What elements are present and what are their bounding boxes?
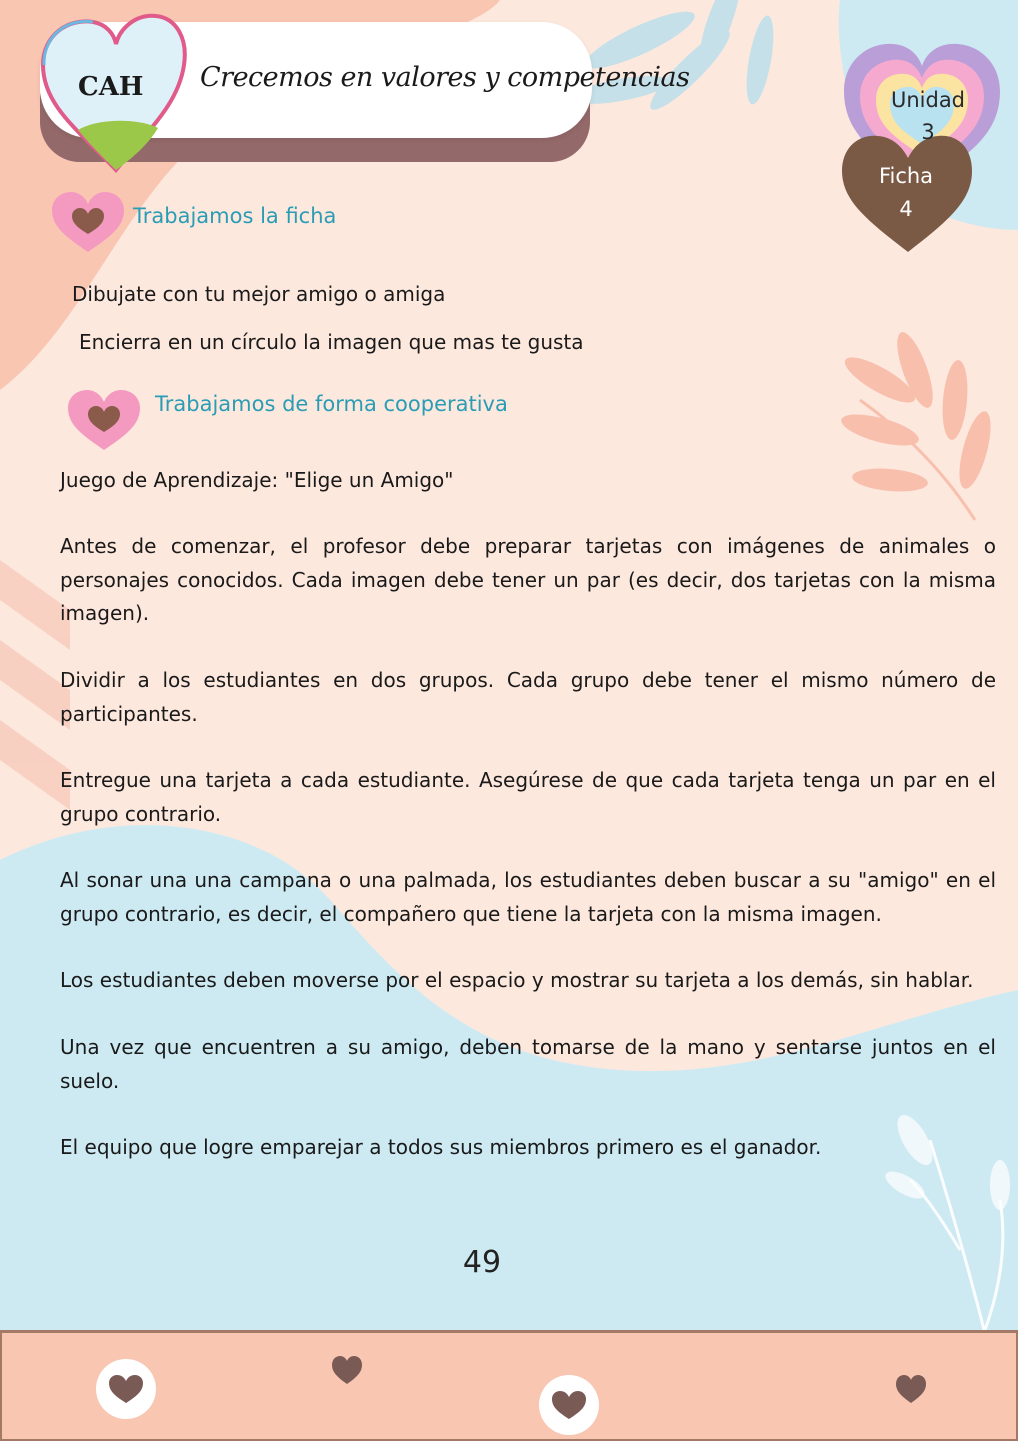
unit-number: 3: [921, 120, 935, 144]
sheet-label: [855, 160, 957, 226]
paragraph: El equipo que logre emparejar a todos sus miembros primero es el ganador.: [60, 1135, 822, 1159]
paragraph: Dividir a los estudiantes en dos grupos. Cada grupo debe tener el mismo número de participantes.: [60, 668, 996, 726]
section-title-cooperativa: Trabajamos de forma cooperativa: [155, 392, 508, 416]
paragraph: Los estudiantes deben moverse por el espacio y mostrar su tarjeta a los demás, sin hablar.: [60, 968, 974, 992]
instruction-line-2: Encierra en un círculo la imagen que mas te gusta: [79, 330, 584, 354]
unit-label: [880, 84, 976, 148]
page-number: 49: [462, 1245, 502, 1280]
section-heart-icon: [66, 388, 142, 452]
paragraph: Antes de comenzar, el profesor debe preparar tarjetas con imágenes de animales o personajes conocidos. Cada imagen debe tener un par (es decir, dos tarjetas con la misma imagen).: [60, 534, 996, 625]
heart-icon: [894, 1373, 928, 1405]
paragraph: Una vez que encuentren a su amigo, deben tomarse de la mano y sentarse juntos en el suelo.: [60, 1035, 996, 1093]
instruction-line-1: Dibujate con tu mejor amigo o amiga: [72, 282, 446, 306]
logo-text: CAH: [78, 72, 144, 102]
header-title: Crecemos en valores y competencias: [200, 62, 690, 93]
section-heart-icon: [50, 190, 126, 254]
heart-circle-icon: [538, 1374, 600, 1436]
sheet-number: 4: [899, 197, 913, 221]
heart-icon: [330, 1354, 364, 1386]
paragraph: Entregue una tarjeta a cada estudiante. Asegúrese de que cada tarjeta tenga un par en el grupo contrario.: [60, 768, 996, 826]
unit-label-text: Unidad: [890, 88, 966, 112]
game-title: Juego de Aprendizaje: "Elige un Amigo": [60, 468, 454, 492]
section-title-ficha: Trabajamos la ficha: [133, 204, 337, 228]
heart-circle-icon: [95, 1358, 157, 1420]
sheet-label-text: Ficha: [878, 164, 934, 188]
unit-badge-hearts-icon: [838, 36, 1006, 266]
paragraph: Al sonar una una campana o una palmada, los estudiantes deben buscar a su "amigo" en el grupo contrario, es decir, el compañero que tiene la tarjeta con la misma imagen.: [60, 868, 996, 926]
